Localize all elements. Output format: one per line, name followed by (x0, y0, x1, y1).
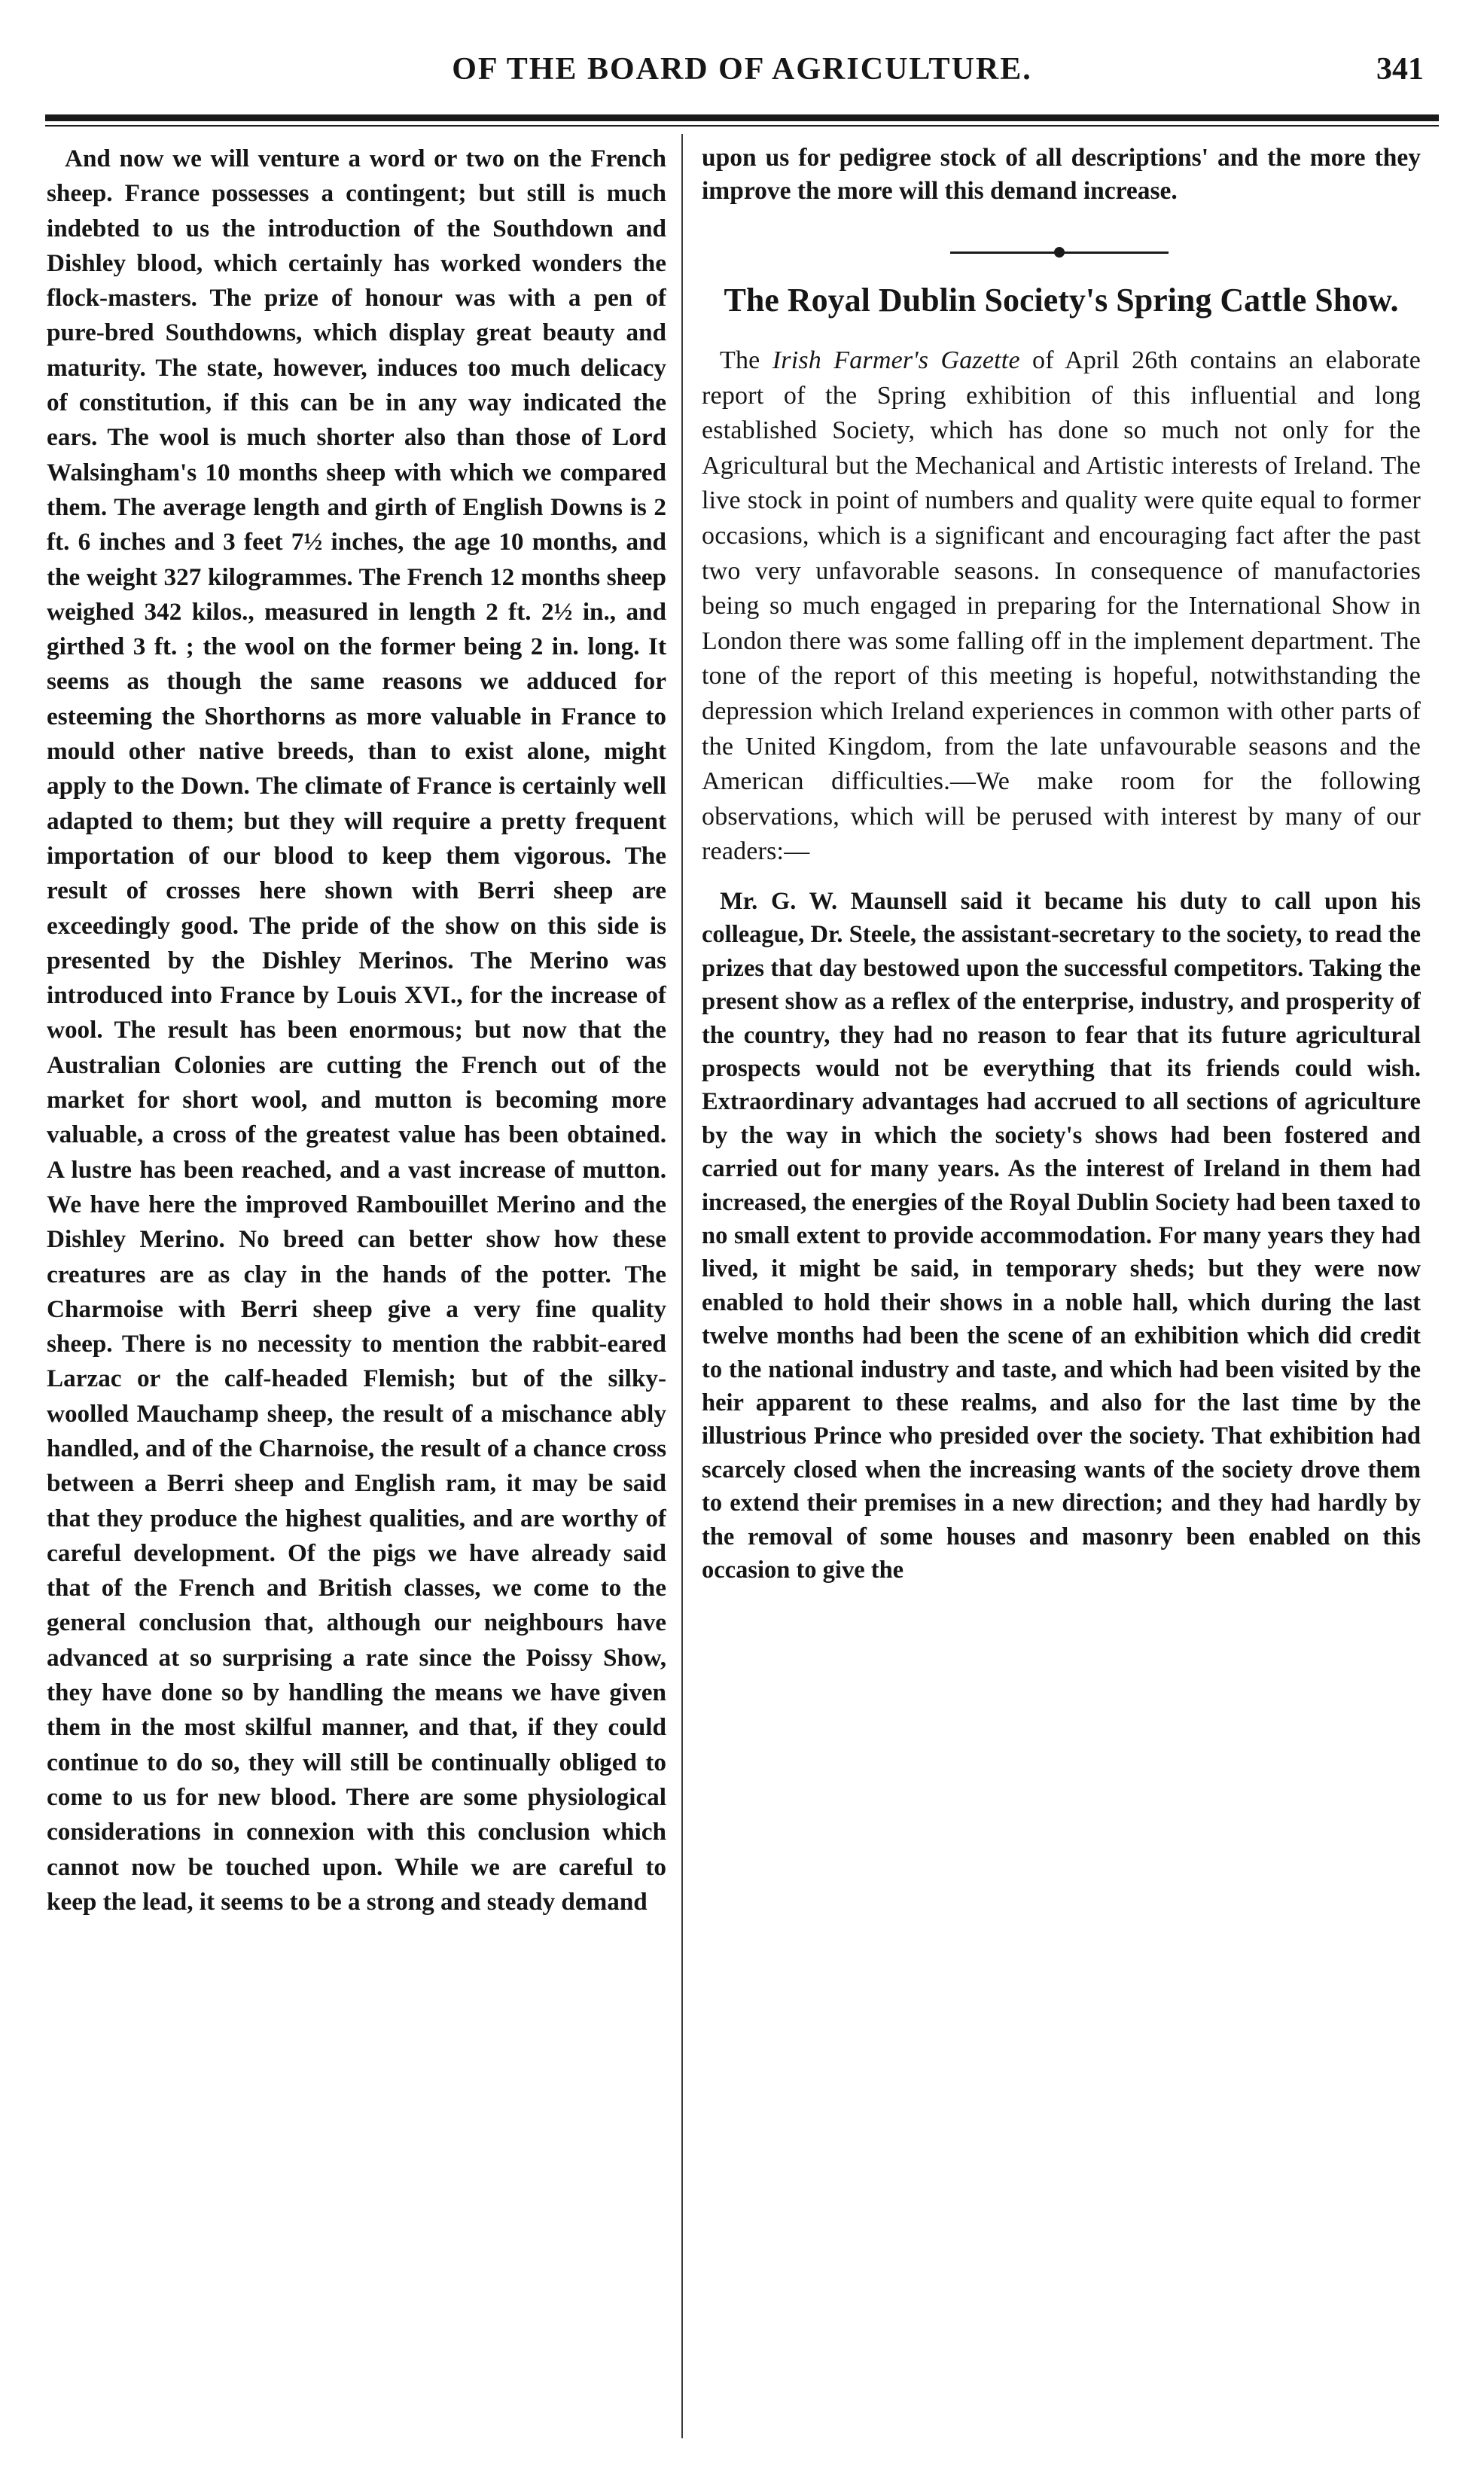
continuation-text: upon us for pedigree stock of all descriptions' and the more they improve the more will this demand increase. (702, 144, 1421, 205)
ornament-dot (1054, 247, 1065, 258)
page-number: 341 (1376, 52, 1424, 87)
section-ornament-divider (702, 238, 1421, 268)
page-header (45, 45, 1439, 105)
column-divider (681, 134, 683, 2438)
right-column (702, 142, 1421, 2446)
newspaper-title: Irish Farmer's Gazette (772, 346, 1020, 374)
header-rule-thin (45, 125, 1439, 127)
section-title: The Royal Dublin Society's Spring Cattle Show. (724, 282, 1399, 319)
header-rule-thick (45, 114, 1439, 121)
article-p1-rest: of April 26th contains an elaborate report of the Spring exhibition of this influential and long established Society, which has done so much not only for the Agricultural but the Mechanical and Artistic interests of Ireland. The live stock in point of numbers and quality were quite equal to former occasions, which is a significant and encouraging fact after the past two very unfavorable seasons. In consequence of manufactories being so much engaged in preparing for the International Show in London there was some falling off in the implement department. The tone of the report of this meeting is hopeful, notwithstanding the depression which Ireland experiences in common with other parts of the United Kingdom, from the late unfavourable seasons and the American difficulties.—We make room for the following observations, which will be perused with interest by many of our readers:— (702, 346, 1421, 866)
article-paragraph-2: Mr. G. W. Maunsell said it became his duty to call upon his colleague, Dr. Steele, the assistant-secretary to the society, to read the prizes that day bestowed upon the successful competitors. Taking the present show as a reflex of the enterprise, industry, and prosperity of the country, they had no reason to fear that its future agricultural prospects would not be everything that its friends could wish. Extraordinary advantages had accrued to all sections of agriculture by the way in which the society's shows had been fostered and carried out for many years. As the interest of Ireland in them had increased, the energies of the Royal Dublin Society had been taxed to no small extent to provide accommodation. For many years they had lived, it might be said, in temporary sheds; but they were now enabled to hold their shows in a noble hall, which during the last twelve months had been the scene of an exhibition which did credit to the national industry and taste, and which had been visited by the heir apparent to these realms, and also for the last time by the illustrious Prince who presided over the society. That exhibition had scarcely closed when the increasing wants of the society drove them to extend their premises in a new direction; and they had hardly by the removal of some houses and masonry been enabled on this occasion to give the (702, 887, 1421, 1584)
running-title: OF THE BOARD OF AGRICULTURE. (452, 52, 1032, 87)
article-paragraph-1 (702, 343, 1421, 870)
left-column-text: And now we will venture a word or two on the French sheep. France possesses a contingent; but still is much indebted to us the introduction of the Southdown and Dishley blood, which certainly has worked wonders the flock-masters. The prize of honour was with a pen of pure-bred Southdowns, which display great beauty and maturity. The state, however, induces too much delicacy of constitution, if this can be in any way indicated the ears. The wool is much shorter also than those of Lord Walsingham's 10 months sheep with which we compared them. The average length and girth of English Downs is 2 ft. 6 inches and 3 feet 7½ inches, the age 10 months, and the weight 327 kilogrammes. The French 12 months sheep weighed 342 kilos., measured in length 2 ft. 2½ in., and girthed 3 ft. ; the wool on the former being 2 in. long. It seems as though the same reasons we adduced for esteeming the Shorthorns as more valuable in France to mould other native breeds, than to exist alone, might apply to the Down. The climate of France is certainly well adapted to them; but they will require a pretty frequent importation of our blood to keep them vigorous. The result of crosses here shown with Berri sheep are exceedingly good. The pride of the show on this side is presented by the Dishley Merinos. The Merino was introduced into France by Louis XVI., for the increase of wool. The result has been enormous; but now that the Australian Colonies are cutting the French out of the market for short wool, and mutton is becoming more valuable, a cross of the greatest value has been obtained. A lustre has been reached, and a vast increase of mutton. We have here the improved Rambouillet Merino and the Dishley Merino. No breed can better show how these creatures are as clay in the hands of the potter. The Charmoise with Berri sheep give a very fine quality sheep. There is no necessity to mention the rabbit-eared Larzac or the calf-headed Flemish; but of the silky-woolled Mauchamp sheep, the result of a mischance ably handled, and of the Charnoise, the result of a chance cross between a Berri sheep and English ram, it may be said that they produce the highest qualities, and are worthy of careful development. Of the pigs we have already said that of the French and British classes, we come to the general conclusion that, although our neighbours have advanced at so surprising a rate since the Poissy Show, they have done so by handling the means we have given them in the most skilful manner, and that, if they could continue to do so, they will still be continually obliged to come to us for new blood. There are some physiological considerations in connexion with this conclusion which cannot now be touched upon. While we are careful to keep the lead, it seems to be a strong and steady demand (47, 145, 666, 1916)
left-column (47, 142, 666, 2446)
article-p1-lead: The (720, 346, 772, 374)
